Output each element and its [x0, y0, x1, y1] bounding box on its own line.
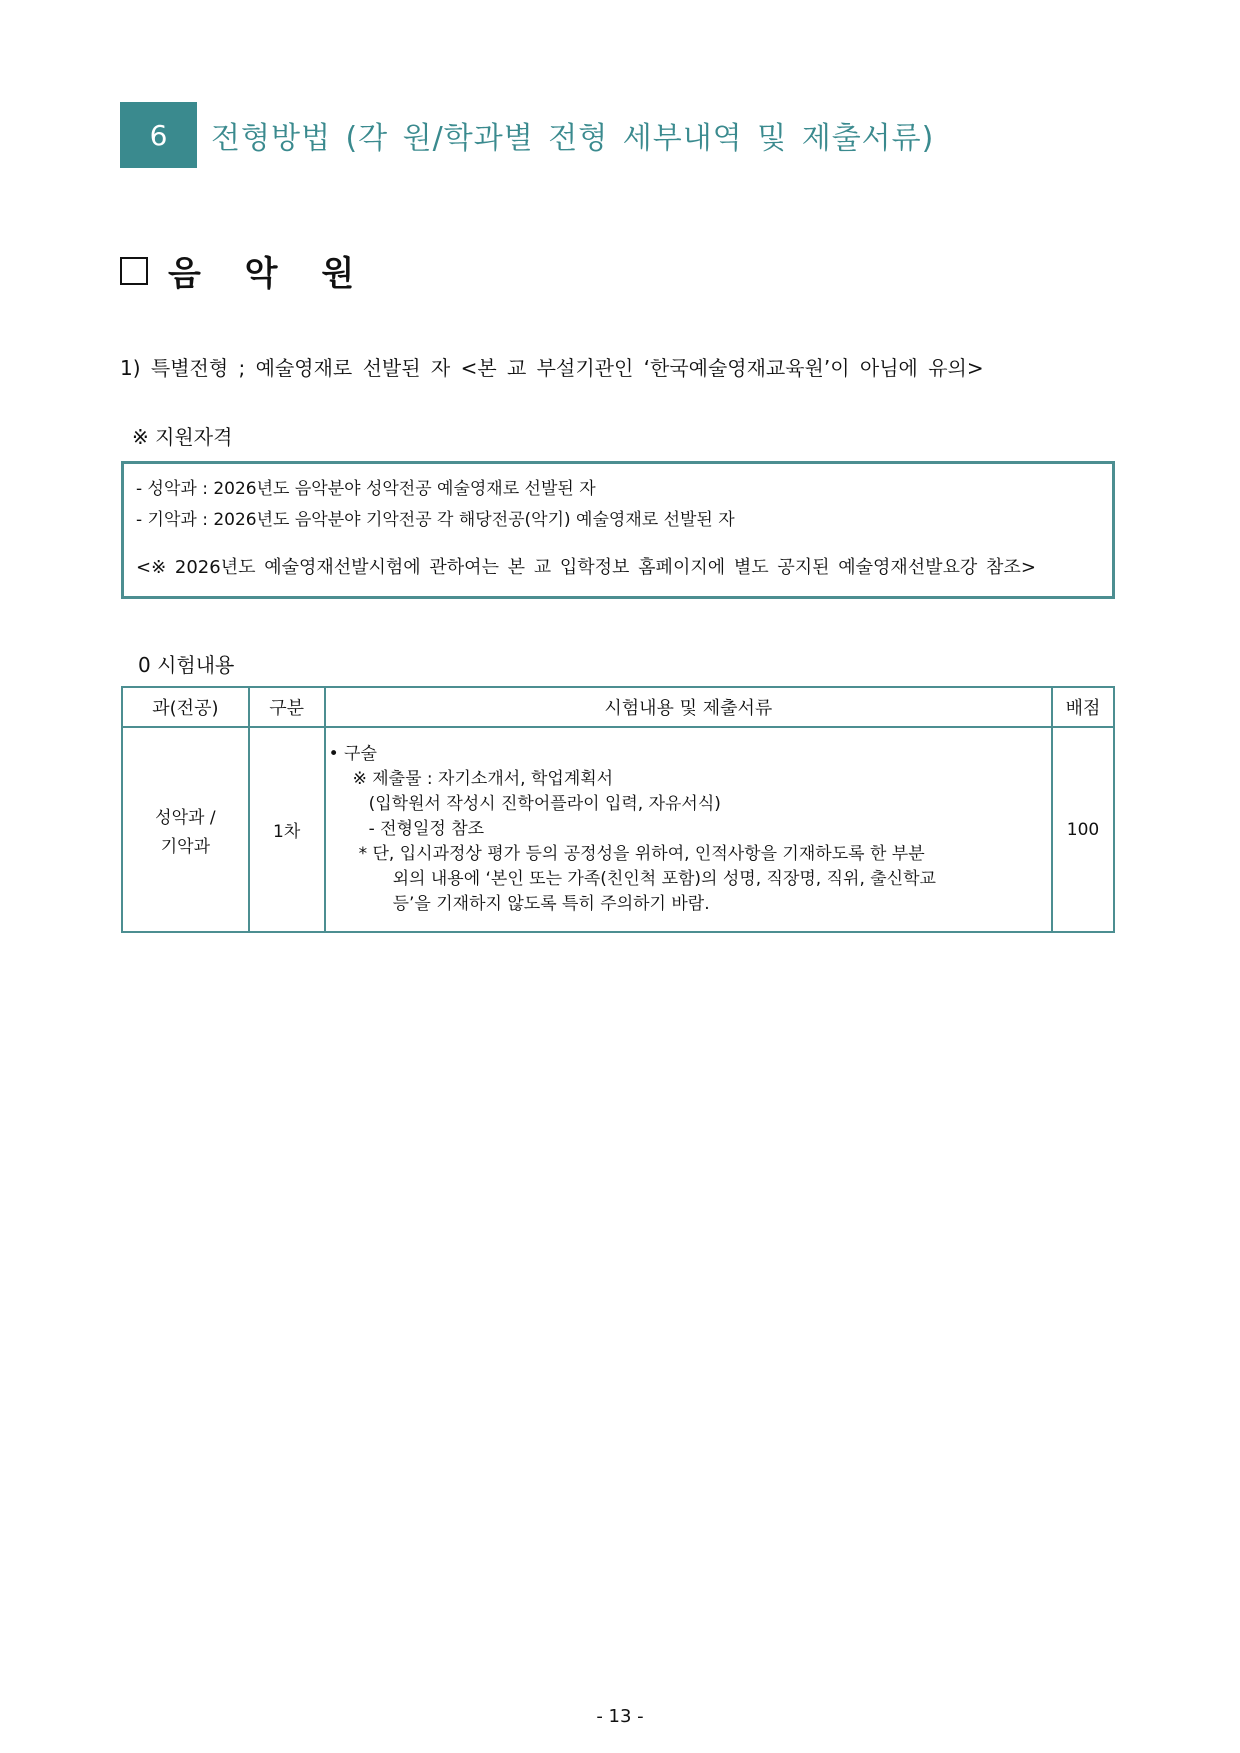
- dept-line: 성악과 /: [155, 807, 216, 828]
- header-dept: 과(전공): [122, 687, 249, 727]
- header-score: 배점: [1052, 687, 1114, 727]
- content-line: 외의 내용에 ‘본인 또는 가족(친인척 포함)의 성명, 직장명, 직위, 출신학교: [392, 869, 936, 889]
- section-header: [120, 102, 934, 168]
- exam-label: 0 시험내용: [138, 653, 235, 677]
- section-title: 전형방법 (각 원/학과별 전형 세부내역 및 제출서류): [211, 121, 935, 156]
- table-row: [122, 727, 1114, 932]
- section-number: 6: [120, 102, 197, 168]
- content-line: * 단, 입시과정상 평가 등의 공정성을 위하여, 인적사항을 기재하도록 한 부분: [358, 844, 925, 864]
- qualification-line: - 성악과 : 2026년도 음악분야 성악전공 예술영재로 선발된 자: [136, 479, 596, 499]
- qualification-line: - 기악과 : 2026년도 음악분야 기악전공 각 해당전공(악기) 예술영재로 선발된 자: [136, 510, 735, 530]
- dept-cell: [122, 727, 249, 932]
- stage-cell: 1차: [249, 727, 325, 932]
- content-line: ※ 제출물 : 자기소개서, 학업계획서: [352, 769, 614, 789]
- content-cell: [325, 727, 1052, 932]
- header-stage: 구분: [249, 687, 325, 727]
- table-header-row: [122, 687, 1114, 727]
- qualification-label: ※ 지원자격: [132, 425, 233, 449]
- content-line: • 구술: [328, 744, 377, 764]
- dept-line: 기악과: [160, 836, 211, 857]
- qualification-box: [121, 461, 1115, 599]
- content-line: - 전형일정 참조: [368, 819, 485, 839]
- heading-title: 음 악 원: [168, 254, 371, 294]
- content-line: (입학원서 작성시 진학어플라이 입력, 자유서식): [368, 794, 721, 814]
- score-cell: 100: [1052, 727, 1114, 932]
- page-number: - 13 -: [596, 1706, 644, 1727]
- content-line: 등’을 기재하지 않도록 특히 주의하기 바람.: [392, 894, 710, 914]
- exam-table: [121, 686, 1115, 933]
- subsection-title: 1) 특별전형 ; 예술영재로 선발된 자 <본 교 부설기관인 ‘한국예술영재교육원’이 아님에 유의>: [120, 356, 984, 380]
- header-content: 시험내용 및 제출서류: [325, 687, 1052, 727]
- heading: [120, 246, 370, 295]
- checkbox-icon: [120, 257, 148, 285]
- qualification-note: <※ 2026년도 예술영재선발시험에 관하여는 본 교 입학정보 홈페이지에 별도 공지된 예술영재선발요강 참조>: [136, 557, 1036, 578]
